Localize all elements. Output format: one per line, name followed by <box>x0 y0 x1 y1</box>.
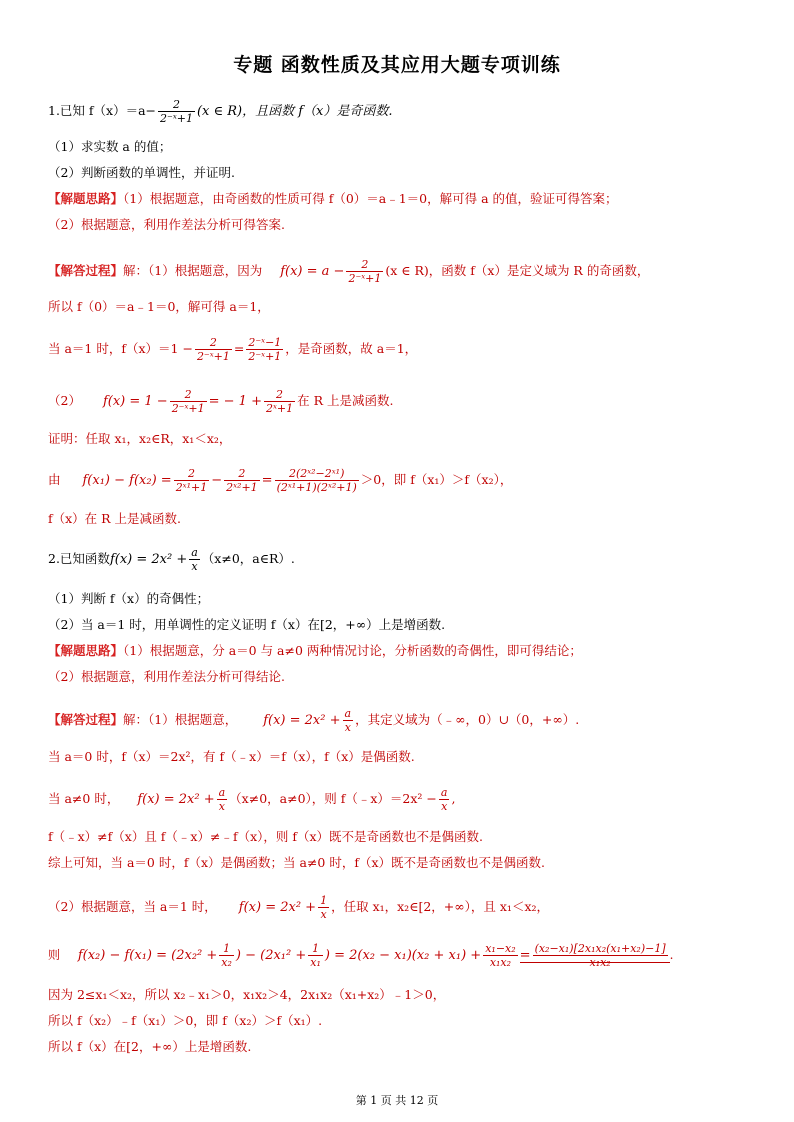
q1-stem <box>48 98 754 125</box>
q2-process: 【解答过程】解：（1）根据题意， f(x) = 2x² + $\frac{a}{x}$ ，其定义域为（﹣∞，0）∪（0，+∞）. <box>48 707 580 734</box>
q2-case-zero: 当 a＝0 时，f（x）＝2x²，有 f（﹣x）＝f（x），f（x）是偶函数. <box>48 749 415 764</box>
q1-part2-solution: （2） f(x) = 1 − $\frac{2}{\text{2⁻ˣ+1}}$ = − 1 + $\frac{2}{\text{2ˣ+1}}$ 在 R 上是减函数. <box>48 388 394 415</box>
page-title: 专题 函数性质及其应用大题专项训练 <box>233 54 561 76</box>
q1-step: 所以 f（0）＝a﹣1＝0，解可得 a＝1， <box>48 299 270 314</box>
q2-neither: f（﹣x）≠f（x）且 f（﹣x）≠﹣f（x），则 f（x）既不是奇函数也不是偶函数. <box>48 829 483 844</box>
q1-step: 当 a＝1 时，f（x）＝1 − $\frac{2}{\text{2⁻ˣ+1}}$ = $\frac{\text{2⁻ˣ−1}}{\text{2⁻ˣ+1}}$ ，是奇函数，故 a＝1， <box>48 336 418 363</box>
process-label: 【解答过程】 <box>48 263 124 278</box>
q1-part1: （1）求实数 a 的值； <box>48 139 172 154</box>
q1-derivation: 由 f(x₁) − f(x₂) = $\frac{2}{\text{2ˣ¹+1}}$ − $\frac{2}{\text{2ˣ²+1}}$ = $\frac{\text{2(2ˣ²−2ˣ¹)}}{\text{(2ˣ¹+1)(2ˣ²+1)}}$ ＞0，即 f（x₁）＞f（x₂）， <box>48 467 513 494</box>
q2-idea: 【解题思路】（1）根据题意，分 a＝0 与 a≠0 两种情况讨论，分析函数的奇偶性，即可得结论； <box>48 643 582 658</box>
q2-part2-solution: （2）根据题意，当 a＝1 时， f(x) = 2x² + $\frac{1}{x}$ ，任取 x₁，x₂∈[2，+∞），且 x₁＜x₂， <box>48 894 550 921</box>
q1-idea: 【解题思路】（1）根据题意，由奇函数的性质可得 f（0）＝a﹣1＝0，解可得 a 的值，验证可得答案； <box>48 191 618 206</box>
q2-part2: （2）当 a＝1 时，用单调性的定义证明 f（x）在[2，+∞）上是增函数. <box>48 617 446 632</box>
q2-so-1: 所以 f（x₂）﹣f（x₁）＞0，即 f（x₂）＞f（x₁）. <box>48 1013 323 1028</box>
q2-stem: 2.已知函数f(x) = 2x² + $\frac{a}{x}$ （x≠0，a∈R）. <box>48 546 295 573</box>
q2-part1: （1）判断 f（x）的奇偶性； <box>48 591 210 606</box>
q2-so-2: 所以 f（x）在[2，+∞）上是增函数. <box>48 1039 252 1054</box>
q2-case-nonzero: 当 a≠0 时， f(x) = 2x² + $\frac{a}{x}$ （x≠0，a≠0），则 f（﹣x）＝2x² − $\frac{a}{x}$ , <box>48 786 456 813</box>
q2-idea-2: （2）根据题意，利用作差法分析可得结论. <box>48 669 285 684</box>
process-label: 【解答过程】 <box>48 712 124 727</box>
q2-derivation: 则 f(x₂) − f(x₁) = (2x₂² + $\frac{1}{\text{x₂}}$ ) − (2x₁² + $\frac{1}{\text{x₁}}$ ) = 2(x₂ − x₁)(x₂ + x₁) + $\frac{\text{x₁−x₂}}{\text{x₁x₂}}$ = $\frac{\text{(x₂−x₁)[2x₁x₂(x₁+x₂)−1]}}{\text{x₁x₂}}$ . <box>48 942 674 969</box>
fraction: $\frac{2}{\text{2⁻ˣ+1}}$ <box>160 98 193 125</box>
page-footer: 第 1 页 共 12 页 <box>355 1094 439 1107</box>
q1-proof: 证明：任取 x₁，x₂∈R，x₁＜x₂， <box>48 431 232 446</box>
q2-summary: 综上可知，当 a＝0 时，f（x）是偶函数；当 a≠0 时，f（x）既不是奇函数也不是偶函数. <box>48 855 546 870</box>
q1-stem-text: 1.已知 f（x）＝a− <box>48 103 157 118</box>
q1-idea-2: （2）根据题意，利用作差法分析可得答案. <box>48 217 285 232</box>
idea-label: 【解题思路】 <box>48 191 124 206</box>
q1-stem-tail: (x ∈ R)，且函数 f（x）是奇函数. <box>196 104 393 119</box>
q2-because: 因为 2≤x₁＜x₂，所以 x₂﹣x₁＞0，x₁x₂＞4，2x₁x₂（x₁+x₂）﹣1＞0， <box>48 987 446 1002</box>
q1-conclusion: f（x）在 R 上是减函数. <box>48 511 182 526</box>
idea-label: 【解题思路】 <box>48 643 124 658</box>
q1-part2: （2）判断函数的单调性，并证明. <box>48 165 235 180</box>
q1-process: 【解答过程】解：（1）根据题意，因为 f(x) = a − $\frac{2}{\text{2⁻ˣ+1}}$ (x ∈ R)，函数 f（x）是定义域为 R 的奇函数， <box>48 258 650 285</box>
fraction: $\frac{2}{\text{2⁻ˣ+1}}$ <box>348 258 382 285</box>
